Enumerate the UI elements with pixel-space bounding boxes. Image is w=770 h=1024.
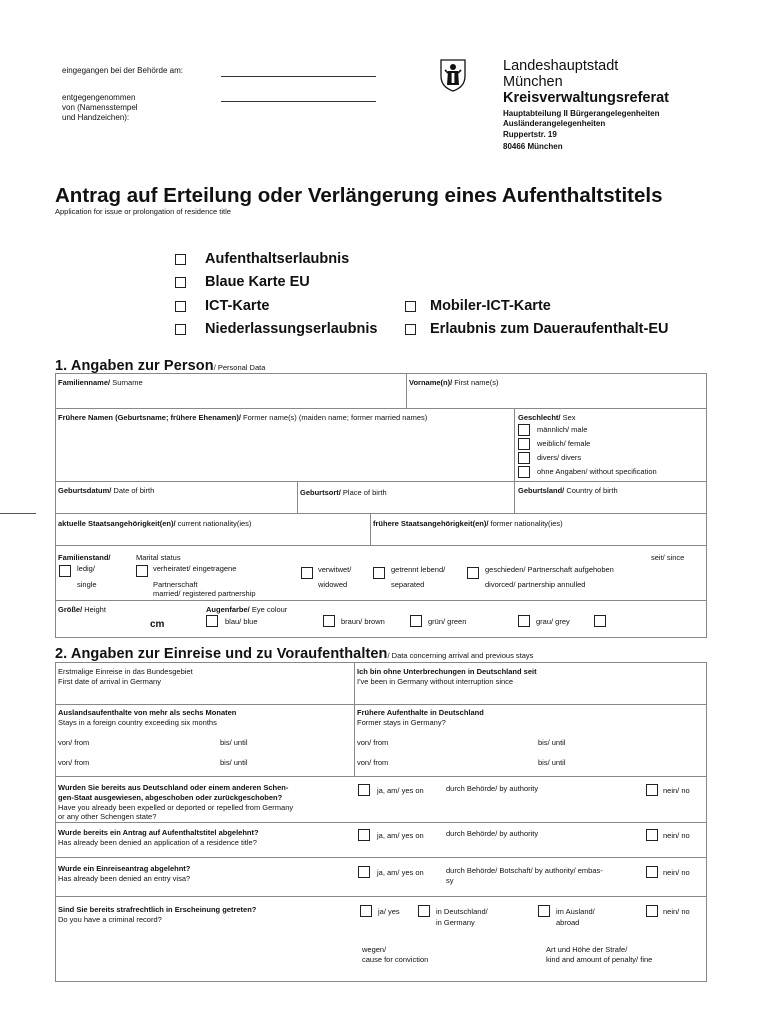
permit-label-1: Aufenthaltserlaubnis xyxy=(205,251,350,267)
ms-divorced-checkbox[interactable] xyxy=(467,567,479,579)
firstname-label: Vorname(n)/ First name(s) xyxy=(409,378,499,387)
q3-yes-label: ja, am/ yes on xyxy=(377,868,424,877)
q4-germany-label-en: in Germany xyxy=(436,918,475,927)
divider xyxy=(55,600,707,601)
prev-until-1: bis/ until xyxy=(538,738,566,747)
q2-label-de: Wurde bereits ein Antrag auf Aufenthaltstitel abgelehnt? xyxy=(58,828,259,837)
sex-label: Geschlecht/ Sex xyxy=(518,413,576,422)
continuous-stay-label-de: Ich bin ohne Unterbrechungen in Deutschland seit xyxy=(357,667,537,676)
ms-single-checkbox[interactable] xyxy=(59,565,71,577)
city-name-2: München xyxy=(503,74,563,90)
permit-checkbox-4[interactable] xyxy=(175,324,186,335)
since-label: seit/ since xyxy=(651,553,685,562)
permit-label-2: Blaue Karte EU xyxy=(205,274,310,290)
accepted-label-1: entgegengenommen xyxy=(62,93,136,102)
q1-label-en-2: or any other Schengen state? xyxy=(58,812,157,821)
address-line-4: 80466 München xyxy=(503,142,563,151)
form-title: Antrag auf Erteilung oder Verlängerung eines Aufenthaltstitels xyxy=(55,184,663,207)
address-line-2: Ausländerangelegenheiten xyxy=(503,119,606,128)
ms-married-label-1: verheiratet/ eingetragene xyxy=(153,564,237,573)
department-name: Kreisverwaltungsreferat xyxy=(503,90,670,106)
conviction-cause-label-en: cause for conviction xyxy=(362,955,429,964)
sex-female-label: weiblich/ female xyxy=(537,439,591,448)
q1-no-checkbox[interactable] xyxy=(646,784,658,796)
abroad-until-2: bis/ until xyxy=(220,758,248,767)
section-1-title: 1. Angaben zur Person xyxy=(55,358,214,374)
sex-male-checkbox[interactable] xyxy=(518,424,530,436)
penalty-label-de: Art und Höhe der Strafe/ xyxy=(546,945,628,954)
q3-no-label: nein/ no xyxy=(663,868,690,877)
q3-label-en: Has already been denied an entry visa? xyxy=(58,874,191,883)
eye-blue-label: blau/ blue xyxy=(225,617,258,626)
divider xyxy=(55,896,707,897)
prev-stays-label-de: Frühere Aufenthalte in Deutschland xyxy=(357,708,484,717)
sex-female-checkbox[interactable] xyxy=(518,438,530,450)
ms-married-label-3: married/ registered partnership xyxy=(153,589,256,598)
divider xyxy=(514,408,515,513)
cob-label: Geburtsland/ Country of birth xyxy=(518,486,618,495)
eye-colour-label: Augenfarbe/ Eye colour xyxy=(206,605,288,614)
q1-label-de-2: gen-Staat ausgewiesen, abgeschoben oder zurückgeschoben? xyxy=(58,793,283,802)
eye-brown-label: braun/ brown xyxy=(341,617,385,626)
q4-germany-checkbox[interactable] xyxy=(418,905,430,917)
munich-coat-of-arms-logo xyxy=(439,58,467,92)
q1-yes-label: ja, am/ yes on xyxy=(377,786,424,795)
permit-label-5: Mobiler-ICT-Karte xyxy=(430,298,551,314)
q3-yes-checkbox[interactable] xyxy=(358,866,370,878)
divider xyxy=(55,822,707,823)
prev-stays-label-en: Former stays in Germany? xyxy=(357,718,446,727)
prev-until-2: bis/ until xyxy=(538,758,566,767)
ms-separated-label-en: separated xyxy=(391,580,425,589)
q2-no-checkbox[interactable] xyxy=(646,829,658,841)
abroad-until-1: bis/ until xyxy=(220,738,248,747)
form-subtitle: Application for issue or prolongation of residence title xyxy=(55,207,231,216)
divider xyxy=(354,704,355,776)
q1-label-de-1: Wurden Sie bereits aus Deutschland oder einem anderen Schen- xyxy=(58,783,289,792)
ms-married-label-2: Partnerschaft xyxy=(153,580,198,589)
surname-label: Familienname/ Surname xyxy=(58,378,143,387)
q3-label-de: Wurde ein Einreiseantrag abgelehnt? xyxy=(58,864,191,873)
continuous-stay-label-en: I've been in Germany without interruption since xyxy=(357,677,514,686)
divider xyxy=(406,373,407,408)
q1-yes-checkbox[interactable] xyxy=(358,784,370,796)
nationality-label: aktuelle Staatsangehörigkeit(en)/ current nationality(ies) xyxy=(58,519,252,528)
q3-authority-label-1: durch Behörde/ Botschaft/ by authority/ embas- xyxy=(446,866,603,875)
eye-green-checkbox[interactable] xyxy=(410,615,422,627)
eye-blue-checkbox[interactable] xyxy=(206,615,218,627)
q1-authority-label: durch Behörde/ by authority xyxy=(446,784,539,793)
ms-separated-label-de: getrennt lebend/ xyxy=(391,565,446,574)
ms-separated-checkbox[interactable] xyxy=(373,567,385,579)
ms-widowed-checkbox[interactable] xyxy=(301,567,313,579)
prev-from-1: von/ from xyxy=(357,738,389,747)
abroad-stays-label-de: Auslandsaufenthalte von mehr als sechs Monaten xyxy=(58,708,237,717)
q4-yes-label: ja/ yes xyxy=(378,907,400,916)
q2-authority-label: durch Behörde/ by authority xyxy=(446,829,539,838)
address-line-1: Hauptabteilung II Bürgerangelegenheiten xyxy=(503,109,660,118)
ms-divorced-label-de: geschieden/ Partnerschaft aufgehoben xyxy=(485,565,614,574)
q2-yes-label: ja, am/ yes on xyxy=(377,831,424,840)
sex-male-label: männlich/ male xyxy=(537,425,588,434)
permit-label-6: Erlaubnis zum Daueraufenthalt-EU xyxy=(430,321,669,337)
ms-widowed-label-de: verwitwet/ xyxy=(318,565,352,574)
q2-no-label: nein/ no xyxy=(663,831,690,840)
divider xyxy=(55,545,707,546)
q4-label-de: Sind Sie bereits strafrechtlich in Erscheinung getreten? xyxy=(58,905,257,914)
address-line-3: Ruppertstr. 19 xyxy=(503,130,557,139)
eye-grey-label: grau/ grey xyxy=(536,617,570,626)
divider xyxy=(55,776,707,777)
eye-brown-checkbox[interactable] xyxy=(323,615,335,627)
former-names-label: Frühere Namen (Geburtsname; frühere Ehenamen)/ Former name(s) (maiden name; former married names) xyxy=(58,413,428,422)
penalty-label-en: kind and amount of penalty/ fine xyxy=(546,955,653,964)
q4-germany-label-de: in Deutschland/ xyxy=(436,907,488,916)
dob-label: Geburtsdatum/ Date of birth xyxy=(58,486,155,495)
q3-authority-label-2: sy xyxy=(446,876,454,885)
q4-abroad-checkbox[interactable] xyxy=(538,905,550,917)
first-arrival-label-en: First date of arrival in Germany xyxy=(58,677,161,686)
divider xyxy=(370,513,371,545)
divider xyxy=(55,513,707,514)
eye-grey-checkbox[interactable] xyxy=(518,615,530,627)
q3-no-checkbox[interactable] xyxy=(646,866,658,878)
q4-abroad-label-de: im Ausland/ xyxy=(556,907,595,916)
permit-checkbox-2[interactable] xyxy=(175,277,186,288)
q4-no-label: nein/ no xyxy=(663,907,690,916)
q4-no-checkbox[interactable] xyxy=(646,905,658,917)
q1-no-label: nein/ no xyxy=(663,786,690,795)
height-unit: cm xyxy=(150,619,165,630)
eye-other-checkbox[interactable] xyxy=(594,615,606,627)
divider xyxy=(354,662,355,704)
fold-mark xyxy=(0,513,36,514)
q4-yes-checkbox[interactable] xyxy=(360,905,372,917)
abroad-from-2: von/ from xyxy=(58,758,90,767)
q4-label-en: Do you have a criminal record? xyxy=(58,915,162,924)
divider xyxy=(55,408,707,409)
q2-yes-checkbox[interactable] xyxy=(358,829,370,841)
divider xyxy=(55,481,707,482)
accepted-label-3: und Handzeichen): xyxy=(62,113,130,122)
permit-checkbox-5[interactable] xyxy=(405,301,416,312)
eye-green-label: grün/ green xyxy=(428,617,467,626)
accepted-stamp-field[interactable] xyxy=(221,101,376,102)
permit-checkbox-6[interactable] xyxy=(405,324,416,335)
sex-unspecified-label: ohne Angaben/ without specification xyxy=(537,467,657,476)
former-nationality-label: frühere Staatsangehörigkeit(en)/ former nationality(ies) xyxy=(373,519,563,528)
divider xyxy=(55,704,707,705)
q2-label-en: Has already been denied an application of a residence title? xyxy=(58,838,257,847)
ms-single-label-en: single xyxy=(77,580,97,589)
first-arrival-label-de: Erstmalige Einreise in das Bundesgebiet xyxy=(58,667,193,676)
permit-checkbox-1[interactable] xyxy=(175,254,186,265)
prev-from-2: von/ from xyxy=(357,758,389,767)
sex-unspecified-checkbox[interactable] xyxy=(518,466,530,478)
ms-divorced-label-en: divorced/ partnership annulled xyxy=(485,580,586,589)
marital-status-label: Familienstand/ xyxy=(58,553,111,562)
sex-diverse-checkbox[interactable] xyxy=(518,452,530,464)
height-label: Größe/ Height xyxy=(58,605,106,614)
divider xyxy=(55,857,707,858)
accepted-label-2: von (Namensstempel xyxy=(62,103,138,112)
section-2-heading xyxy=(55,645,533,663)
abroad-from-1: von/ from xyxy=(58,738,90,747)
received-label: eingegangen bei der Behörde am: xyxy=(62,66,183,75)
ms-married-checkbox[interactable] xyxy=(136,565,148,577)
ms-single-label-de: ledig/ xyxy=(77,564,95,573)
marital-status-label-en: Marital status xyxy=(136,553,181,562)
section-1-subtitle: / Personal Data xyxy=(213,363,266,372)
received-date-field[interactable] xyxy=(221,76,376,77)
permit-label-4: Niederlassungserlaubnis xyxy=(205,321,378,337)
section-2-subtitle: / Data concerning arrival and previous stays xyxy=(387,651,534,660)
pob-label: Geburtsort/ Place of birth xyxy=(300,488,387,497)
city-name-1: Landeshauptstadt xyxy=(503,58,619,74)
divider xyxy=(297,481,298,513)
section-2-title: 2. Angaben zur Einreise und zu Voraufenthalten xyxy=(55,646,388,662)
conviction-cause-label-de: wegen/ xyxy=(362,945,387,954)
q1-label-en-1: Have you already been expelled or deported or repelled from Germany xyxy=(58,803,294,812)
permit-checkbox-3[interactable] xyxy=(175,301,186,312)
ms-widowed-label-en: widowed xyxy=(318,580,348,589)
q4-abroad-label-en: abroad xyxy=(556,918,580,927)
sex-diverse-label: divers/ divers xyxy=(537,453,582,462)
permit-label-3: ICT-Karte xyxy=(205,298,270,314)
abroad-stays-label-en: Stays in a foreign country exceeding six months xyxy=(58,718,217,727)
